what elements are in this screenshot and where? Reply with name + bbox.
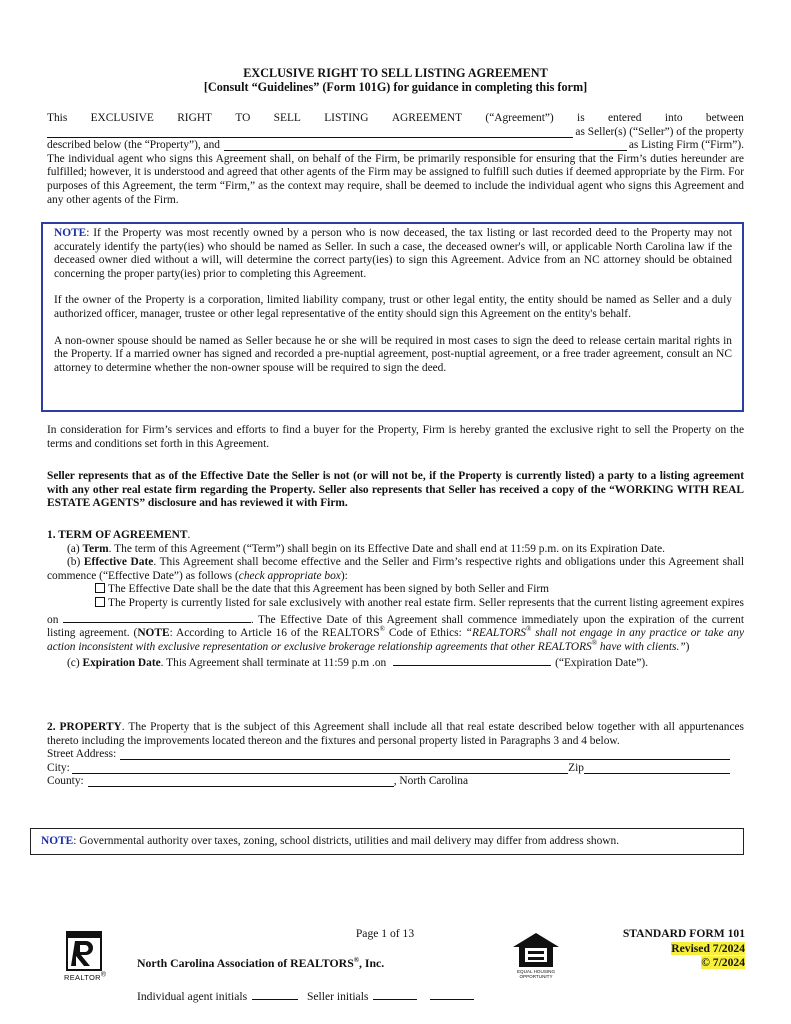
city-zip-row xyxy=(47,762,744,776)
intro-word: between xyxy=(705,112,744,124)
term-clause xyxy=(47,543,744,557)
term-clause-term: Term xyxy=(82,542,109,555)
city-label: City: xyxy=(47,761,70,774)
effective-option-signed xyxy=(47,583,744,597)
section2-heading: 2. PROPERTY xyxy=(47,721,122,733)
note2-text: : Governmental authority over taxes, zoning, school districts, utilities and mail delivery may differ from address shown. xyxy=(73,835,620,847)
zip-field[interactable] xyxy=(584,762,730,774)
intro-word: LISTING xyxy=(324,112,369,124)
seller-initials-label: Seller initials xyxy=(306,990,369,1003)
effective-date-clause xyxy=(47,556,744,583)
expiration-term: Expiration Date xyxy=(82,657,161,670)
option-signed-checkbox[interactable] xyxy=(95,583,105,593)
effective-date-text2: ): xyxy=(340,569,348,582)
section2-text: . The Property that is the subject of this Agreement shall include all that real estate described below together with all appurtenances thereto including the improvements located thereon and the fixtures and personal property listed in Paragraphs 3 and 4 below. xyxy=(47,721,744,747)
street-address-field[interactable] xyxy=(120,748,730,760)
note1-paragraph1 xyxy=(54,227,732,281)
expiration-suffix: (“Expiration Date”). xyxy=(555,657,649,670)
deceased-owner-note-box xyxy=(41,222,744,412)
page-number: Page 1 of 13 xyxy=(355,927,415,940)
street-address-row xyxy=(47,748,744,762)
option-listing-quote1: “REALTORS xyxy=(465,627,526,640)
note1-paragraph2: If the owner of the Property is a corporation, limited liability company, trust or other legal entity, the entity should be named as Seller and a duly authorized officer, manager, trustee or other legal representative of the entity should sign this Agreement on the entity's behalf. xyxy=(54,294,732,320)
document-title xyxy=(0,66,791,94)
effective-date-term: Effective Date xyxy=(83,556,154,569)
copyright-date: © 7/2024 xyxy=(701,956,745,969)
option-listing-text-c: : According to Article 16 of the REALTORS xyxy=(169,627,380,640)
governmental-authority-note xyxy=(30,828,744,855)
expiration-date-clause xyxy=(47,654,744,671)
expiration-label: (c) xyxy=(67,657,80,670)
section-term-of-agreement xyxy=(47,529,744,671)
zip-label: Zip xyxy=(568,761,584,774)
firm-name-field[interactable] xyxy=(224,139,627,151)
note1-label: NOTE xyxy=(54,227,87,239)
revised-date: Revised 7/2024 xyxy=(671,941,745,955)
county-field[interactable] xyxy=(88,775,394,787)
county-label: County: xyxy=(47,775,84,788)
intro-word: AGREEMENT xyxy=(391,112,463,124)
note2-label: NOTE xyxy=(41,835,74,847)
option-listing-text-d: Code of Ethics: xyxy=(384,627,466,640)
effective-date-label: (b) xyxy=(67,556,81,569)
intro-word: entered xyxy=(607,112,642,124)
seller-initials-field-2[interactable] xyxy=(430,988,474,1000)
section-property xyxy=(47,721,744,789)
city-field[interactable] xyxy=(72,762,568,774)
title-main: EXCLUSIVE RIGHT TO SELL LISTING AGREEMENT xyxy=(243,66,548,80)
option-listing-note-label: NOTE xyxy=(137,627,170,640)
effective-date-text1: . This Agreement shall become effective and the Seller and Firm’s respective rights and obligations under this Agreement shall commence (“Effective Date”) as follows ( xyxy=(47,556,744,582)
intro-word: into xyxy=(664,112,683,124)
seller-suffix: as Seller(s) (“Seller”) of the property xyxy=(575,125,744,138)
form-identifier xyxy=(623,927,745,971)
effective-date-italic: check appropriate box xyxy=(238,569,341,582)
option-signed-text: The Effective Date shall be the date that this Agreement has been signed by both Seller and Firm xyxy=(108,583,550,596)
expiration-text: . This Agreement shall terminate at 11:59 p.m .on xyxy=(160,657,387,670)
equal-housing-text: EQUAL HOUSING OPPORTUNITY xyxy=(516,969,556,979)
option-current-listing-checkbox[interactable] xyxy=(95,597,105,607)
agent-initials-field[interactable] xyxy=(252,988,298,1000)
property-prefix: described below (the “Property”), and xyxy=(47,139,221,152)
option-listing-quote2: shall not engage in any practice or take any action inconsistent with exclusive representation or exclusive brokerage relationship agreements that other REALTORS xyxy=(47,627,745,653)
intro-firm-line xyxy=(47,139,744,153)
association-name: North Carolina Association of REALTORS®, Inc. xyxy=(137,956,385,970)
option-listing-quote3: have with clients.” xyxy=(597,640,686,653)
seller-name-field[interactable] xyxy=(47,126,573,138)
intro-word: EXCLUSIVE xyxy=(90,112,154,124)
term-clause-label: (a) xyxy=(67,542,80,555)
street-address-label: Street Address: xyxy=(47,748,117,761)
county-suffix: , North Carolina xyxy=(393,775,469,788)
standard-form-label: STANDARD FORM 101 xyxy=(622,927,745,940)
county-row xyxy=(47,775,744,789)
realtor-logo-text: REALTOR® xyxy=(64,971,107,982)
intro-word: TO xyxy=(235,112,251,124)
current-listing-expiry-field[interactable] xyxy=(63,611,251,623)
term-clause-text: . The term of this Agreement (“Term”) shall begin on its Effective Date and shall end at 11:59 p.m. on its Expiration Date. xyxy=(108,542,666,555)
intro-seller-line xyxy=(47,126,744,140)
option-listing-text-b: . The Effective Date of this Agreement shall commence immediately upon the expiration of the current listing agreement. ( xyxy=(47,613,744,640)
effective-option-current-listing: The Property is currently listed for sale exclusively with another real estate firm. Seller represents that the current listing agreement expires on . The Effective Date of this Agreement shall commence immediately upon the expiration of the current listing agreement. (NOTE: According to Article 16 of the REALTORS® Code of Ethics: “REALTORS® shall not engage in any practice or take any action inconsistent with exclusive representation or exclusive brokerage relationship agreements that other REALTORS® have with clients.”) xyxy=(47,596,745,653)
intro-word: This xyxy=(47,112,68,124)
option-listing-end: ) xyxy=(685,640,690,653)
section1-heading-text: 1. TERM OF AGREEMENT xyxy=(47,529,188,541)
seller-initials-field-1[interactable] xyxy=(373,988,417,1000)
intro-first-line xyxy=(47,112,744,126)
intro-word: SELL xyxy=(273,112,301,124)
note1-paragraph3: A non-owner spouse should be named as Seller because he or she will be required in most cases to sign the deed to release certain marital rights in the Property. If a married owner has signed and recorded a pre-nuptial agreement, post-nuptial agreement, or a free trader agreement, consult an NC attorney to determine whether the non-owner spouse will be required to sign the deed. xyxy=(54,334,732,374)
seller-representation-paragraph: Seller represents that as of the Effective Date the Seller is not (or will not be, if the Property is currently listed) a party to a listing agreement with any other real estate firm regarding the Property. Seller also represents that Seller has received a copy of the “WORKING WITH REAL ESTATE AGENTS” disclosure and has reviewed it with Firm. xyxy=(47,470,744,510)
section1-heading: 1. TERM OF AGREEMENT. xyxy=(47,529,191,541)
property-description xyxy=(47,721,744,748)
realtor-r-logo-icon xyxy=(66,931,102,971)
agent-initials-label: Individual agent initials xyxy=(137,990,248,1003)
association-text: North Carolina Association of REALTORS xyxy=(137,956,354,970)
intro-body: The individual agent who signs this Agreement shall, on behalf of the Firm, be primarily responsible for ensuring that the Firm’s duties hereunder are fulfilled; however, it is understood and agreed that other agents of the Firm may be assigned to fulfill such duties if deemed appropriate by the Firm. For purposes of this Agreement, the term “Firm,” as the context may require, shall be deemed to include the individual agent who signs this Agreement and any other agents of the Firm. xyxy=(47,152,744,206)
intro-paragraph xyxy=(47,112,744,207)
option-listing-text-a: The Property is currently listed for sale exclusively with another real estate firm. Seller represents that the current listing agreement expires on xyxy=(47,596,744,626)
association-suffix: , Inc. xyxy=(358,956,385,970)
firm-suffix: as Listing Firm (“Firm”). xyxy=(628,139,744,152)
intro-word: is xyxy=(577,112,585,124)
intro-word: RIGHT xyxy=(177,112,213,124)
note1-p1-text: : If the Property was most recently owned by a person who is now deceased, the tax listing or last recorded deed to the Property may not accurately identify the party(ies) who should be named as Seller. In such a case, the deceased owner's will, or applicable North Carolina law if the deceased owner died without a will, will determine the correct party(ies) to sign this Agreement. Advice from an NC attorney should be obtained concerning the proper party(ies) prior to completing this Agreement. xyxy=(54,227,732,280)
title-subtitle: [Consult “Guidelines” (Form 101G) for guidance in completing this form] xyxy=(203,80,588,94)
consideration-paragraph: In consideration for Firm’s services and efforts to find a buyer for the Property, Firm is hereby granted the exclusive right to sell the Property on the terms and conditions set forth in this Agreement. xyxy=(47,424,744,450)
realtor-text: REALTOR xyxy=(64,973,101,982)
initials-line xyxy=(137,988,474,1004)
intro-word: (“Agreement”) xyxy=(485,112,554,124)
expiration-date-field[interactable] xyxy=(393,654,551,666)
